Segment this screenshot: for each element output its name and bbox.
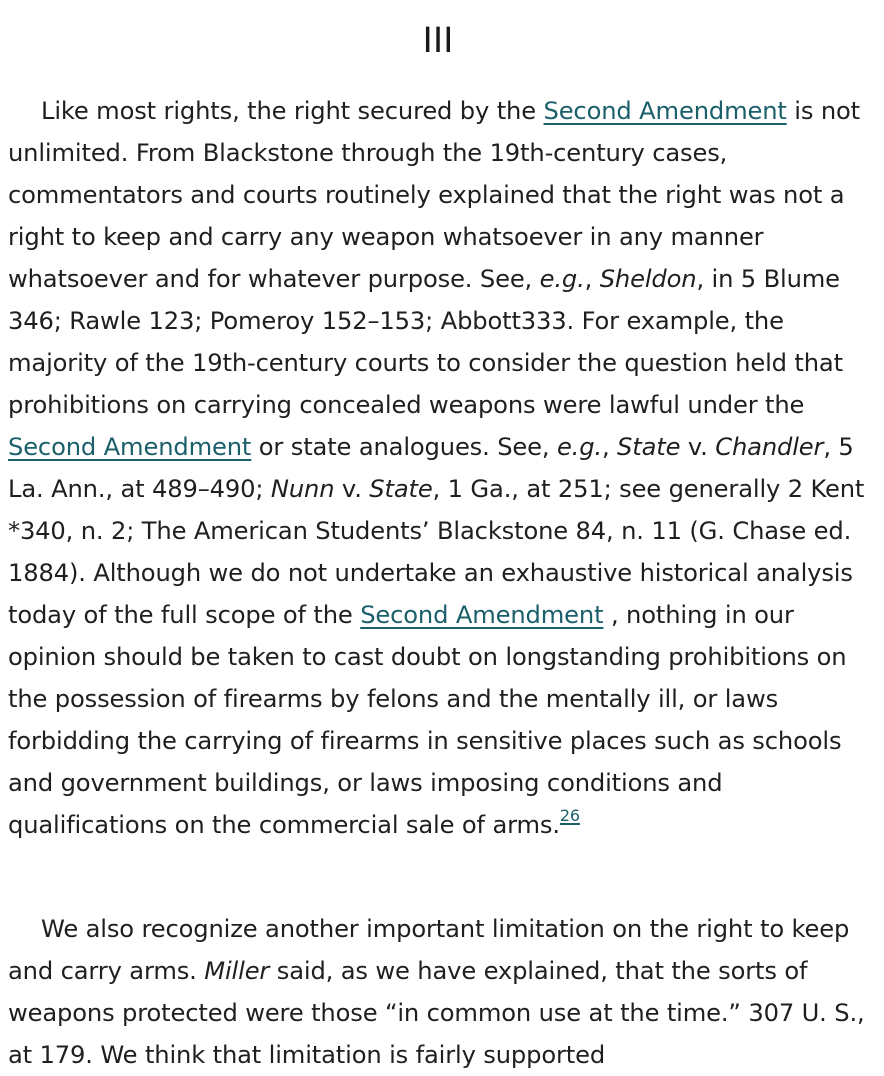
text-run: said, as we have explained, that the sorts of weapons protected were those “in common use at the time.” 307 U. S., at 179. We think that limitation is fairly supported: [8, 957, 865, 1069]
text-run: , 1 Ga., at 251; see generally 2 Kent *340, n. 2; The American Students’ Blackstone 84, n. 11 (G. Chase ed. 1884). Although we do not undertake an exhaustive historical analysis today of the full scope of the: [8, 475, 865, 629]
case-name-nunn: Nunn: [270, 475, 335, 503]
text-run: , in 5 Blume 346; Rawle 123; Pomeroy 152–153; Abbott333. For example, the majority of the 19th-century courts to consider the question held that prohibitions on carrying concealed weapons were lawful under the: [8, 265, 843, 419]
second-amendment-link[interactable]: Second Amendment: [360, 601, 604, 629]
second-amendment-link[interactable]: Second Amendment: [8, 433, 252, 461]
text-run: , 5 La. Ann., at 489–490;: [8, 433, 854, 503]
text-run: or state analogues. See,: [251, 433, 557, 461]
section-heading: III: [422, 21, 454, 61]
text-run: , nothing in our opinion should be taken to cast doubt on longstanding prohibitions on the possession of firearms by felons and the mentally ill, or laws forbidding the carrying of firearms in sensitive places such as schools and government buildings, or laws imposing conditions and qualifications on the commercial sale of arms.: [8, 601, 847, 839]
citation-signal-eg: e.g.: [556, 433, 602, 461]
second-amendment-link[interactable]: Second Amendment: [543, 97, 787, 125]
text-run: is not unlimited. From Blackstone through the 19th-century cases, commentators and courts routinely explained that the right was not a right to keep and carry any weapon whatsoever in any manner whatsoever and for whatever purpose. See,: [8, 97, 860, 293]
paragraph-common-use-limitation: [8, 908, 874, 1076]
case-name-state: State: [369, 475, 433, 503]
text-run: v.: [334, 475, 370, 503]
paragraph-limits-of-right: [8, 90, 874, 846]
text-run: ,: [601, 433, 618, 461]
case-name-chandler: Chandler: [715, 433, 824, 461]
case-name-sheldon: Sheldon: [599, 265, 697, 293]
text-run: v.: [680, 433, 716, 461]
footnote-marker: [560, 802, 580, 826]
case-name-miller: Miller: [204, 957, 270, 985]
text-run: We also recognize another important limitation on the right to keep and carry arms.: [8, 915, 850, 985]
text-run: Like most rights, the right secured by the: [41, 97, 536, 125]
citation-signal-eg: e.g.: [539, 265, 585, 293]
footnote-26-link[interactable]: 26: [559, 805, 580, 825]
case-name-state: State: [617, 433, 681, 461]
text-run: ,: [584, 265, 600, 293]
